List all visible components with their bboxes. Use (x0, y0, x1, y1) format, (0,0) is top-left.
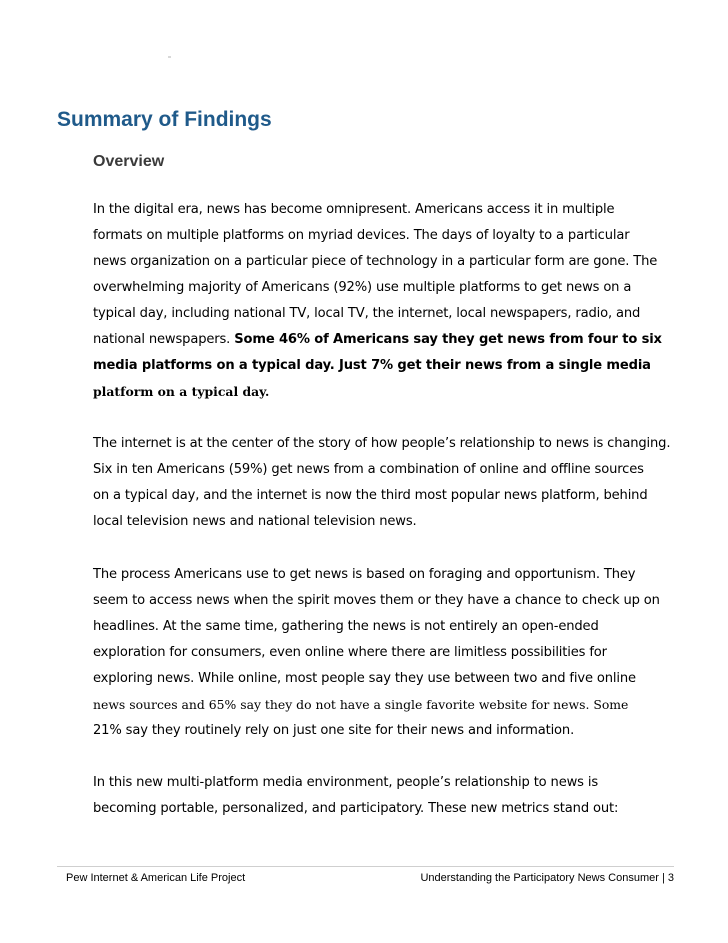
paragraph-line: on a typical day, and the internet is now the third most popular news platform, behind (93, 488, 648, 503)
paragraph-line: exploring news. While online, most people say they use between two and five online (93, 671, 636, 686)
paragraph-line: news sources and 65% say they do not have a single favorite website for news. Some (93, 697, 629, 712)
paragraph-line: exploration for consumers, even online where there are limitless possibilities for (93, 645, 607, 660)
paragraph-line-mixed (93, 327, 662, 353)
highlighted-finding: Some 46% of Americans say they get news from four to six (234, 332, 662, 347)
footer-divider (57, 866, 674, 867)
paragraph-line: The process Americans use to get news is based on foraging and opportunism. They (93, 567, 636, 582)
scan-speck (168, 56, 171, 58)
paragraph-line: formats on multiple platforms on myriad devices. The days of loyalty to a particular (93, 228, 630, 243)
paragraph-line: In this new multi-platform media environment, people’s relationship to news is (93, 775, 599, 790)
paragraph-1 (93, 197, 662, 405)
paragraph-line: local television news and national television news. (93, 514, 417, 529)
paragraph-line: overwhelming majority of Americans (92%) use multiple platforms to get news on a (93, 280, 632, 295)
paragraph-line: typical day, including national TV, local TV, the internet, local newspapers, radio, and (93, 306, 641, 321)
paragraph-4 (93, 770, 633, 822)
page-title: Summary of Findings (57, 108, 272, 131)
paragraph-line: news organization on a particular piece of technology in a particular form are gone. The (93, 254, 658, 269)
footer-report-title-page-number: Understanding the Participatory News Consumer | 3 (420, 872, 674, 884)
paragraph-line: headlines. At the same time, gathering the news is not entirely an open-ended (93, 619, 599, 634)
paragraph-line: seem to access news when the spirit moves them or they have a chance to check up on (93, 593, 660, 608)
paragraph-line: becoming portable, personalized, and participatory. These new metrics stand out: (93, 801, 619, 816)
highlighted-finding: media platforms on a typical day. Just 7% get their news from a single media (93, 358, 651, 373)
paragraph-3 (93, 562, 660, 744)
paragraph-line: 21% say they routinely rely on just one site for their news and information. (93, 723, 575, 738)
footer-publisher: Pew Internet & American Life Project (66, 872, 246, 884)
paragraph-line: In the digital era, news has become omnipresent. Americans access it in multiple (93, 202, 615, 217)
section-subheading: Overview (93, 153, 165, 170)
paragraph-line: The internet is at the center of the story of how people’s relationship to news is changing. (93, 436, 671, 451)
paragraph-line: Six in ten Americans (59%) get news from a combination of online and offline sources (93, 462, 644, 477)
paragraph-text: national newspapers. (93, 332, 235, 347)
paragraph-2 (93, 431, 671, 535)
highlighted-finding: platform on a typical day. (93, 384, 270, 399)
